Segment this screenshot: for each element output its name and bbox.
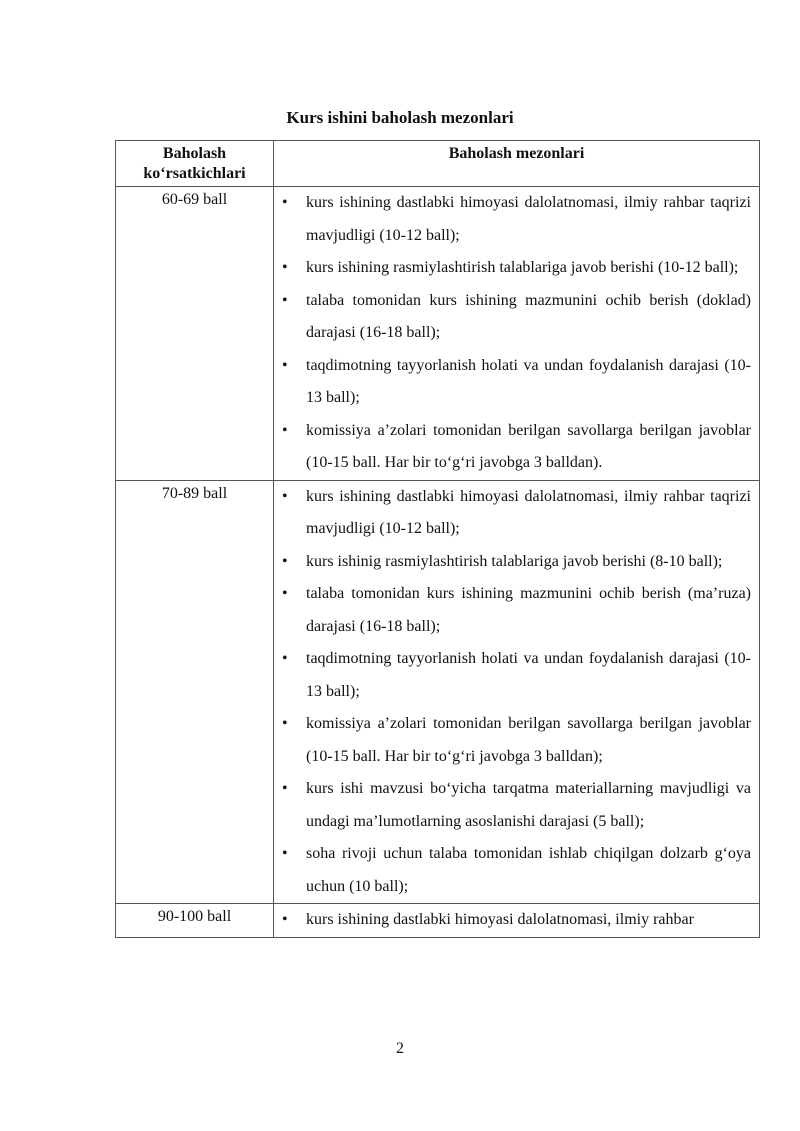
list-item: • kurs ishining rasmiylashtirish talablariga javob berishi (10-12 ball); [274,252,751,285]
list-item: • taqdimotning tayyorlanish holati va undan foydalanish darajasi (10-13 ball); [274,643,751,708]
header-criteria: Baholash mezonlari [274,141,760,187]
criteria-cell [274,187,760,481]
document-title: Kurs ishini baholash mezonlari [286,108,514,127]
list-item: • komissiya a’zolari tomonidan berilgan savollarga berilgan javoblar (10-15 ball. Har bir to‘g‘ri javobga 3 balldan); [274,708,751,773]
score-range: 70-89 ball [116,480,274,904]
page-number: 2 [396,1040,404,1057]
criteria-list [274,904,759,937]
table-row [116,480,760,904]
list-item: • talaba tomonidan kurs ishining mazmunini ochib berish (ma’ruza) darajasi (16-18 ball); [274,578,751,643]
criteria-list [274,187,759,480]
table-header-row [116,141,760,187]
table-row [116,187,760,481]
list-item: • soha rivoji uchun talaba tomonidan ishlab chiqilgan dolzarb g‘oya uchun (10 ball); [274,838,751,903]
table-row [116,904,760,938]
list-item: • kurs ishi mavzusi bo‘yicha tarqatma materiallarning mavjudligi va undagi ma’lumotlarning asoslanishi darajasi (5 ball); [274,773,751,838]
list-item: • kurs ishining dastlabki himoyasi dalolatnomasi, ilmiy rahbar taqrizi mavjudligi (10-12 ball); [274,481,751,546]
list-item: • kurs ishining dastlabki himoyasi dalolatnomasi, ilmiy rahbar taqrizi mavjudligi (10-12 ball); [274,187,751,252]
list-item: • komissiya a’zolari tomonidan berilgan savollarga berilgan javoblar (10-15 ball. Har bir to‘g‘ri javobga 3 balldan). [274,415,751,480]
list-item: • kurs ishining dastlabki himoyasi dalolatnomasi, ilmiy rahbar [274,904,751,937]
criteria-list [274,481,759,904]
criteria-cell [274,480,760,904]
score-range: 60-69 ball [116,187,274,481]
criteria-table [115,140,760,938]
list-item: • kurs ishinig rasmiylashtirish talablariga javob berishi (8-10 ball); [274,546,751,579]
list-item: • talaba tomonidan kurs ishining mazmunini ochib berish (doklad) darajasi (16-18 ball); [274,285,751,350]
list-item: • taqdimotning tayyorlanish holati va undan foydalanish darajasi (10-13 ball); [274,350,751,415]
header-indicators: Baholash ko‘rsatkichlari [116,141,274,187]
criteria-cell [274,904,760,938]
score-range: 90-100 ball [116,904,274,938]
